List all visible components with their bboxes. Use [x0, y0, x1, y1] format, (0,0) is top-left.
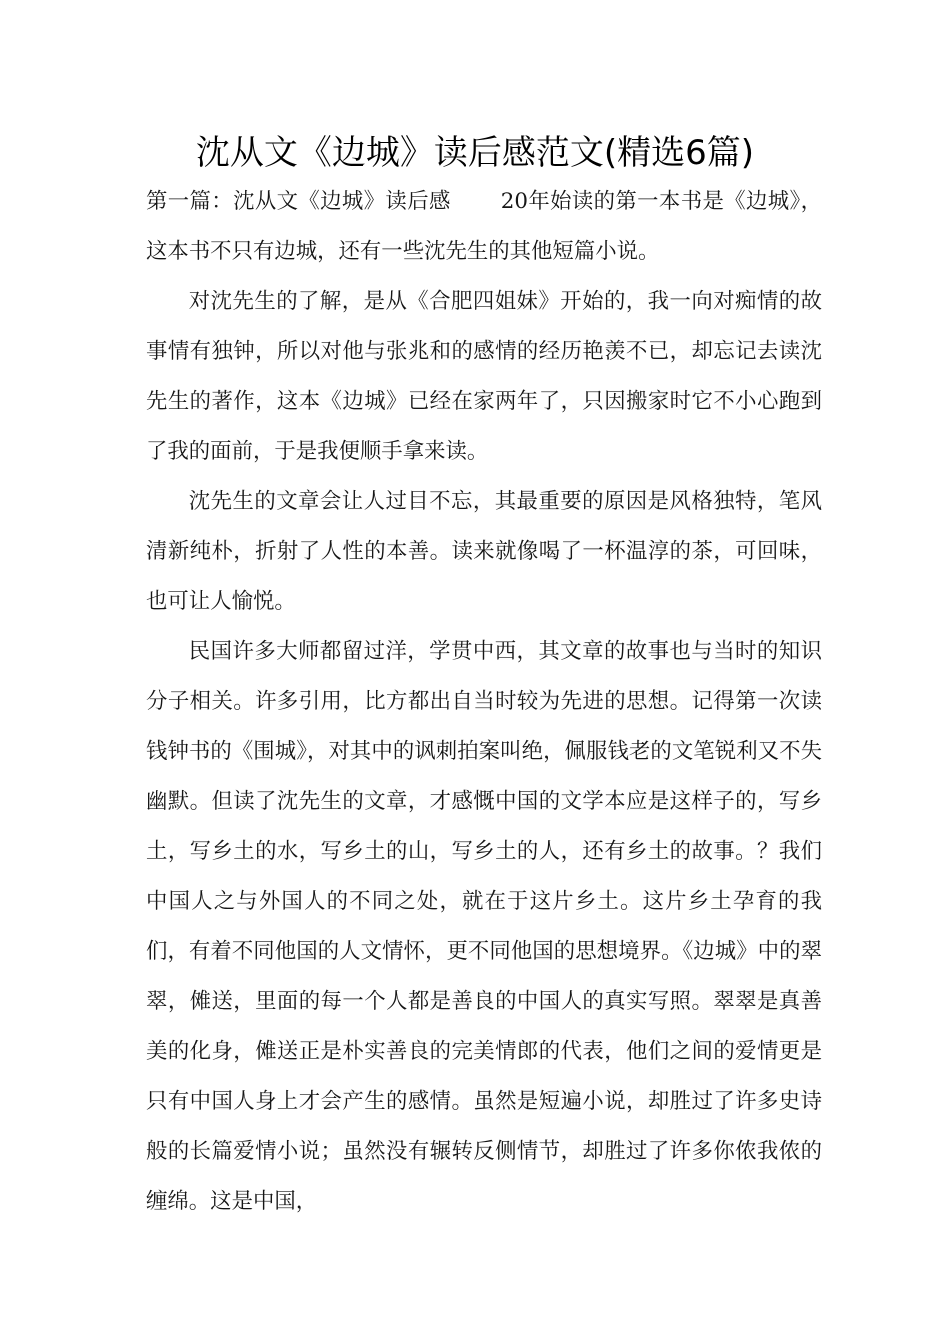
document-title: 沈从文《边城》读后感范文(精选6篇)	[195, 133, 755, 173]
paragraph: 对沈先生的了解，是从《合肥四姐妹》开始的，我一向对痴情的故事情有独钟，所以对他与张兆和的感情的经历艳羡不已，却忘记去读沈先生的著作，这本《边城》已经在家两年了，只因搬家时它不小心跑到了我的面前，于是我便顺手拿来读。	[146, 289, 822, 464]
paragraph: 民国许多大师都留过洋，学贯中西，其文章的故事也与当时的知识分子相关。许多引用，比方都出自当时较为先进的思想。记得第一次读钱钟书的《围城》，对其中的讽刺拍案叫绝，佩服钱老的文笔锐利又不失幽默。但读了沈先生的文章，才感慨中国的文学本应是这样子的，写乡土，写乡土的水，写乡土的山，写乡土的人，还有乡土的故事。？我们中国人之与外国人的不同之处，就在于这片乡土。这片乡土孕育的我们，有着不同他国的人文情怀，更不同他国的思想境界。《边城》中的翠翠，傩送，里面的每一个人都是善良的中国人的真实写照。翠翠是真善美的化身，傩送正是朴实善良的完美情郎的代表，他们之间的爱情更是只有中国人身上才会产生的感情。虽然是短遍小说，却胜过了许多史诗般的长篇爱情小说；虽然没有辗转反侧情节，却胜过了许多你侬我侬的缠绵。这是中国，	[146, 639, 822, 1214]
section-label: 第一篇：沈从文《边城》读后感	[146, 189, 451, 214]
document-body	[146, 177, 822, 1227]
heading-line	[146, 177, 822, 277]
paragraph: 沈先生的文章会让人过目不忘，其最重要的原因是风格独特，笔风清新纯朴，折射了人性的本善。读来就像喝了一杯温淳的茶，可回味，也可让人愉悦。	[146, 489, 822, 614]
section-lead: 20年始读的第一本书是《边城》，这本书不只有边城，还有一些沈先生的其他短篇小说。	[146, 189, 822, 264]
